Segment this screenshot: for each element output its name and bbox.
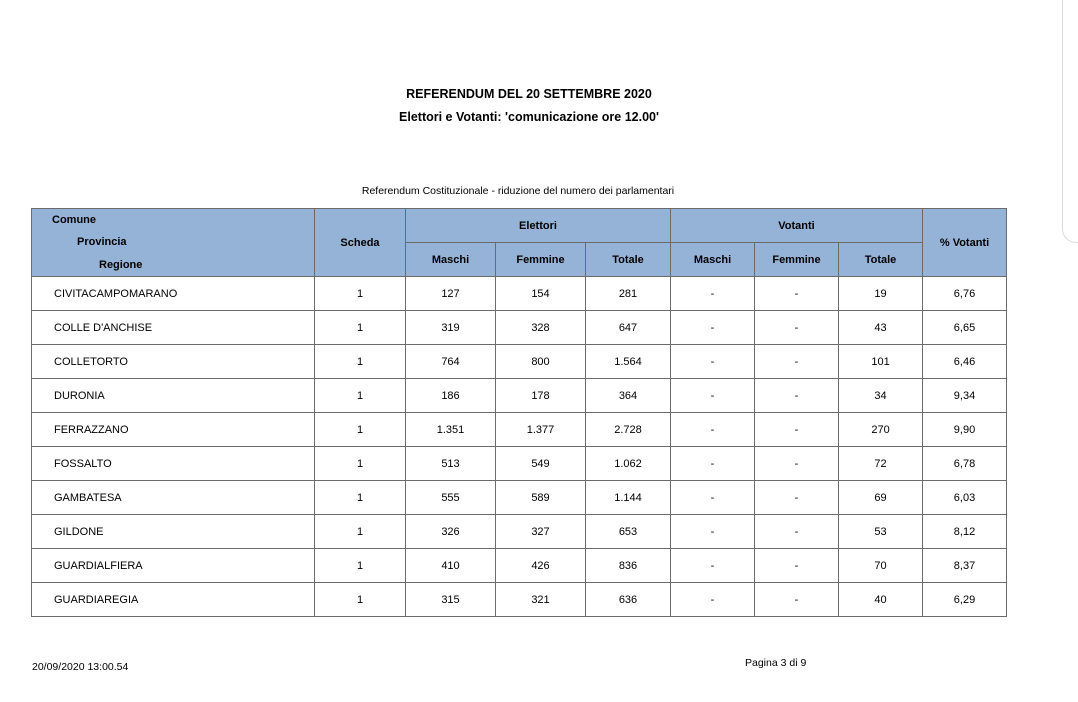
cell-elettori-totale: 2.728 [586,413,671,447]
table-row [32,583,1007,617]
page-indicator: Pagina 3 di 9 [745,657,807,669]
cell-scheda: 1 [315,447,406,481]
table-row [32,549,1007,583]
cell-elettori-totale: 364 [586,379,671,413]
cell-votanti-maschi: - [671,583,755,617]
cell-elettori-maschi: 186 [406,379,496,413]
cell-votanti-totale: 72 [839,447,923,481]
cell-votanti-maschi: - [671,277,755,311]
cell-percent-votanti: 6,78 [923,447,1007,481]
cell-votanti-femmine: - [755,413,839,447]
cell-comune: COLLETORTO [32,345,315,379]
cell-votanti-totale: 43 [839,311,923,345]
cell-scheda: 1 [315,481,406,515]
cell-elettori-femmine: 800 [496,345,586,379]
cell-elettori-femmine: 1.377 [496,413,586,447]
header-votanti-femmine: Femmine [755,243,839,277]
cell-comune: GILDONE [32,515,315,549]
cell-votanti-femmine: - [755,345,839,379]
cell-votanti-femmine: - [755,481,839,515]
cell-votanti-maschi: - [671,549,755,583]
results-table-body [32,277,1007,617]
cell-votanti-totale: 69 [839,481,923,515]
cell-elettori-totale: 653 [586,515,671,549]
cell-votanti-totale: 40 [839,583,923,617]
cell-elettori-totale: 647 [586,311,671,345]
report-title: REFERENDUM DEL 20 SETTEMBRE 2020 [406,87,652,101]
cell-votanti-femmine: - [755,549,839,583]
cell-scheda: 1 [315,379,406,413]
footer-timestamp: 20/09/2020 13:00.54 [32,661,129,673]
header-elettori-totale: Totale [586,243,671,277]
cell-votanti-maschi: - [671,481,755,515]
cell-elettori-femmine: 426 [496,549,586,583]
header-regione: Regione [99,259,143,271]
cell-elettori-totale: 836 [586,549,671,583]
cell-percent-votanti: 9,34 [923,379,1007,413]
header-provincia: Provincia [77,236,127,248]
cell-scheda: 1 [315,345,406,379]
header-percent-votanti: % Votanti [923,209,1007,277]
viewer-panel-edge [1062,0,1078,243]
cell-comune: FERRAZZANO [32,413,315,447]
table-row [32,515,1007,549]
cell-percent-votanti: 6,65 [923,311,1007,345]
report-subtitle: Elettori e Votanti: 'comunicazione ore 12.00' [399,110,659,124]
header-elettori: Elettori [406,209,671,243]
table-caption: Referendum Costituzionale - riduzione del numero dei parlamentari [361,185,675,197]
cell-elettori-femmine: 589 [496,481,586,515]
cell-elettori-femmine: 549 [496,447,586,481]
cell-votanti-totale: 270 [839,413,923,447]
header-elettori-maschi: Maschi [406,243,496,277]
cell-scheda: 1 [315,311,406,345]
cell-votanti-totale: 34 [839,379,923,413]
cell-percent-votanti: 8,37 [923,549,1007,583]
cell-votanti-femmine: - [755,311,839,345]
table-row [32,379,1007,413]
cell-scheda: 1 [315,549,406,583]
header-votanti: Votanti [671,209,923,243]
cell-comune: GAMBATESA [32,481,315,515]
cell-votanti-totale: 19 [839,277,923,311]
cell-elettori-maschi: 764 [406,345,496,379]
cell-elettori-maschi: 513 [406,447,496,481]
cell-votanti-femmine: - [755,379,839,413]
header-comune-provincia-regione [32,209,315,277]
cell-percent-votanti: 9,90 [923,413,1007,447]
cell-votanti-femmine: - [755,583,839,617]
cell-scheda: 1 [315,515,406,549]
results-table [31,208,1007,617]
table-row [32,277,1007,311]
header-elettori-femmine: Femmine [496,243,586,277]
cell-elettori-femmine: 321 [496,583,586,617]
table-row [32,447,1007,481]
cell-elettori-totale: 1.564 [586,345,671,379]
cell-elettori-totale: 1.062 [586,447,671,481]
cell-votanti-femmine: - [755,447,839,481]
cell-percent-votanti: 8,12 [923,515,1007,549]
cell-comune: GUARDIAREGIA [32,583,315,617]
table-row [32,311,1007,345]
cell-comune: DURONIA [32,379,315,413]
cell-elettori-maschi: 410 [406,549,496,583]
cell-votanti-totale: 70 [839,549,923,583]
cell-votanti-femmine: - [755,515,839,549]
cell-percent-votanti: 6,76 [923,277,1007,311]
header-votanti-maschi: Maschi [671,243,755,277]
table-row [32,345,1007,379]
cell-votanti-totale: 101 [839,345,923,379]
cell-elettori-totale: 281 [586,277,671,311]
cell-comune: FOSSALTO [32,447,315,481]
cell-elettori-femmine: 327 [496,515,586,549]
header-comune: Comune [52,214,96,226]
table-row [32,481,1007,515]
cell-comune: COLLE D'ANCHISE [32,311,315,345]
cell-elettori-maschi: 127 [406,277,496,311]
cell-votanti-maschi: - [671,379,755,413]
cell-votanti-femmine: - [755,277,839,311]
cell-elettori-maschi: 326 [406,515,496,549]
cell-percent-votanti: 6,46 [923,345,1007,379]
cell-percent-votanti: 6,29 [923,583,1007,617]
cell-scheda: 1 [315,413,406,447]
cell-elettori-maschi: 319 [406,311,496,345]
cell-elettori-femmine: 178 [496,379,586,413]
header-scheda: Scheda [315,209,406,277]
cell-elettori-femmine: 154 [496,277,586,311]
cell-votanti-maschi: - [671,413,755,447]
cell-elettori-maschi: 555 [406,481,496,515]
cell-comune: GUARDIALFIERA [32,549,315,583]
cell-elettori-totale: 636 [586,583,671,617]
cell-votanti-totale: 53 [839,515,923,549]
cell-percent-votanti: 6,03 [923,481,1007,515]
cell-votanti-maschi: - [671,447,755,481]
header-votanti-totale: Totale [839,243,923,277]
cell-scheda: 1 [315,277,406,311]
cell-scheda: 1 [315,583,406,617]
table-row [32,413,1007,447]
cell-elettori-maschi: 1.351 [406,413,496,447]
cell-votanti-maschi: - [671,311,755,345]
cell-votanti-maschi: - [671,515,755,549]
cell-comune: CIVITACAMPOMARANO [32,277,315,311]
cell-elettori-totale: 1.144 [586,481,671,515]
cell-votanti-maschi: - [671,345,755,379]
cell-elettori-femmine: 328 [496,311,586,345]
cell-elettori-maschi: 315 [406,583,496,617]
